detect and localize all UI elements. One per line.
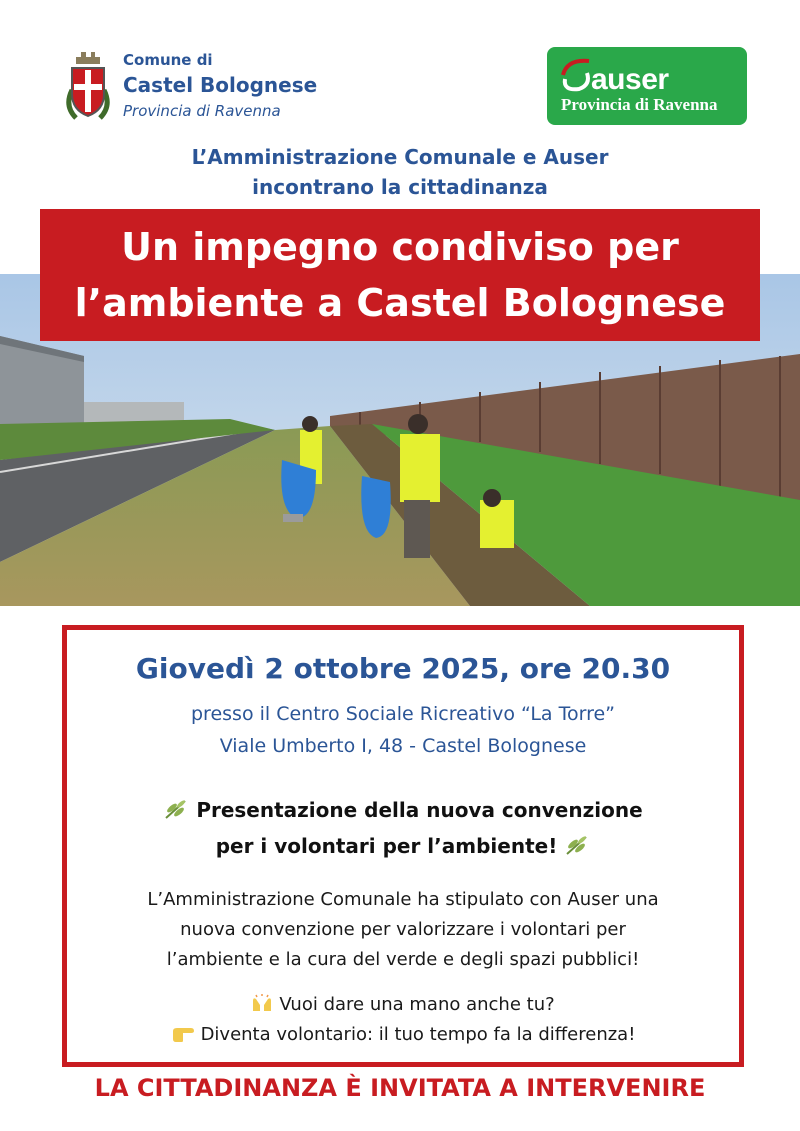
event-description [67,885,739,975]
auser-wordmark: auser [591,63,669,96]
description-line-2: nuova convenzione per valorizzare i volontari per [180,919,626,940]
raised-hands-icon [251,993,273,1013]
comune-heading [123,50,317,122]
intro-text [0,142,800,202]
presentation-line-2: per i volontari per l’ambiente! [215,834,558,858]
olive-branch-icon [163,798,189,820]
presentation-heading [67,792,739,864]
pointing-hand-icon [171,1025,195,1043]
presentation-line-1: Presentazione della nuova convenzione [196,798,643,822]
title-line-1: Un impegno condiviso per [121,225,679,269]
invitation-footer: LA CITTADINANZA È INVITATA A INTERVENIRE [94,1074,706,1102]
municipal-crest-icon [62,50,114,122]
intro-line-1: L’Amministrazione Comunale e Auser [191,145,609,169]
event-venue: presso il Centro Sociale Ricreativo “La Torre” [191,703,615,725]
title-line-2: l’ambiente a Castel Bolognese [74,281,726,325]
event-location [67,698,739,762]
event-address: Viale Umberto I, 48 - Castel Bolognese [219,735,587,757]
title-banner [40,209,760,341]
auser-logo [547,47,747,125]
call-line-1: Vuoi dare una mano anche tu? [279,994,555,1015]
event-details-box [62,625,744,1067]
call-line-2: Diventa volontario: il tuo tempo fa la differenza! [200,1024,636,1045]
volunteer-call [67,990,739,1050]
description-line-3: l’ambiente e la cura del verde e degli spazi pubblici! [166,949,640,970]
auser-province: Provincia di Ravenna [561,95,718,114]
comune-pre-label: Comune di [123,51,213,69]
description-line-1: L’Amministrazione Comunale ha stipulato con Auser una [147,889,659,910]
intro-line-2: incontrano la cittadinanza [252,175,548,199]
comune-province: Provincia di Ravenna [123,102,281,120]
comune-name: Castel Bolognese [123,73,318,97]
event-date: Giovedì 2 ottobre 2025, ore 20.30 [135,652,671,685]
olive-branch-icon [564,834,590,856]
